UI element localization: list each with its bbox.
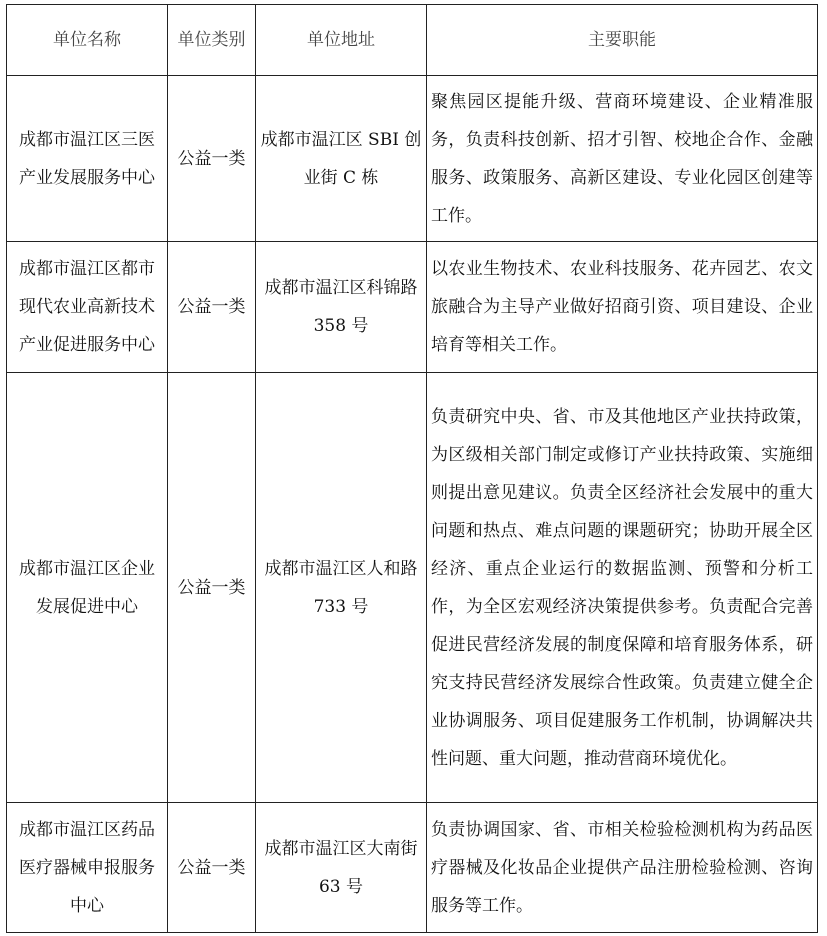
unit-duty: 聚焦园区提能升级、营商环境建设、企业精准服务，负责科技创新、招才引智、校地企合作、金融服务、政策服务、高新区建设、专业化园区创建等工作。 — [427, 76, 818, 242]
unit-name: 成都市温江区企业发展促进中心 — [7, 373, 168, 803]
unit-name: 成都市温江区三医产业发展服务中心 — [7, 76, 168, 242]
header-category: 单位类别 — [168, 5, 256, 76]
unit-category: 公益一类 — [168, 803, 256, 933]
unit-name: 成都市温江区都市现代农业高新技术产业促进服务中心 — [7, 242, 168, 373]
table-row — [7, 76, 818, 242]
unit-duty: 以农业生物技术、农业科技服务、花卉园艺、农文旅融合为主导产业做好招商引资、项目建设、企业培育等相关工作。 — [427, 242, 818, 373]
table-row — [7, 803, 818, 933]
table-row — [7, 242, 818, 373]
header-address: 单位地址 — [256, 5, 427, 76]
unit-category: 公益一类 — [168, 76, 256, 242]
unit-name: 成都市温江区药品医疗器械申报服务中心 — [7, 803, 168, 933]
unit-address: 成都市温江区人和路 733 号 — [256, 373, 427, 803]
units-table — [6, 4, 818, 933]
unit-address: 成都市温江区 SBI 创业街 C 栋 — [256, 76, 427, 242]
unit-address: 成都市温江区科锦路 358 号 — [256, 242, 427, 373]
unit-address: 成都市温江区大南街 63 号 — [256, 803, 427, 933]
unit-duty: 负责研究中央、省、市及其他地区产业扶持政策，为区级相关部门制定或修订产业扶持政策、实施细则提出意见建议。负责全区经济社会发展中的重大问题和热点、难点问题的课题研究；协助开展全区经济、重点企业运行的数据监测、预警和分析工作，为全区宏观经济决策提供参考。负责配合完善促进民营经济发展的制度保障和培育服务体系，研究支持民营经济发展综合性政策。负责建立健全企业协调服务、项目促建服务工作机制，协调解决共性问题、重大问题，推动营商环境优化。 — [427, 373, 818, 803]
unit-duty: 负责协调国家、省、市相关检验检测机构为药品医疗器械及化妆品企业提供产品注册检验检测、咨询服务等工作。 — [427, 803, 818, 933]
table-row — [7, 373, 818, 803]
header-duty: 主要职能 — [427, 5, 818, 76]
header-row — [7, 5, 818, 76]
header-name: 单位名称 — [7, 5, 168, 76]
unit-category: 公益一类 — [168, 242, 256, 373]
unit-category: 公益一类 — [168, 373, 256, 803]
